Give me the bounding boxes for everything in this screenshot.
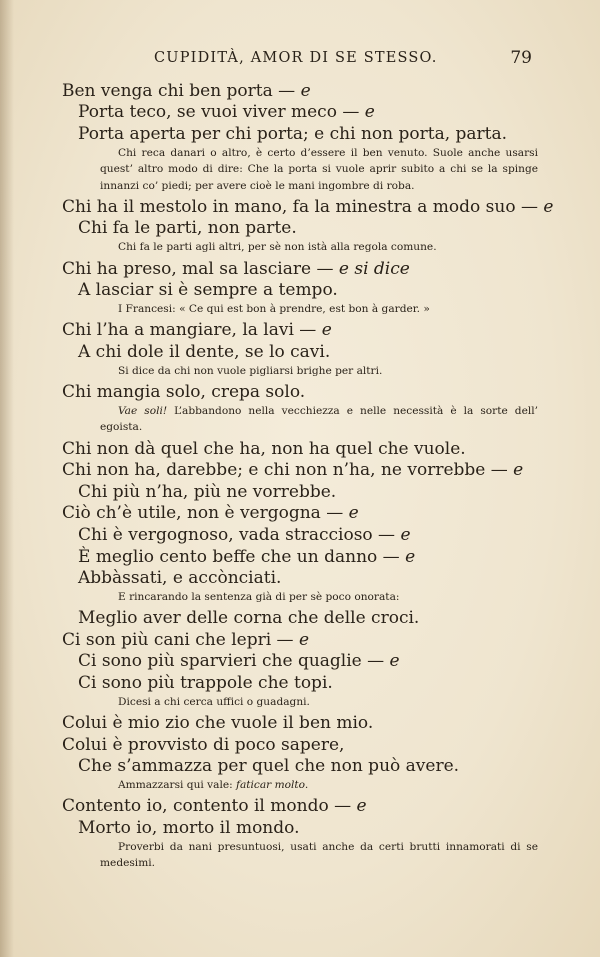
line-text: Chi ha il mestolo in mano, fa la minestra a modo suo — — [62, 196, 544, 217]
proverb-line — [62, 341, 538, 362]
proverb-line — [62, 546, 538, 567]
proverb-line — [62, 282, 538, 299]
italic-connector: e si dice — [338, 258, 410, 279]
line-text: Abbàssati, e accònciati. — [78, 568, 282, 589]
italic-connector: e — [298, 629, 310, 650]
line-text: Morto io, morto il mondo. — [78, 817, 300, 838]
proverb-line — [62, 715, 538, 732]
line-text: A chi dole il dente, se lo cavi. — [78, 341, 331, 362]
page-header — [62, 48, 532, 74]
proverb-line — [62, 653, 538, 670]
line-text: Ben venga chi ben porta — — [62, 80, 301, 101]
line-text: Chi mangia solo, crepa solo. — [62, 381, 306, 402]
proverb-line — [62, 80, 538, 101]
proverb-line — [62, 734, 538, 755]
line-text: Chi è vergognoso, vada straccioso — — [78, 524, 401, 545]
italic-connector: e — [356, 796, 367, 817]
line-text: Si dice da chi non vuole pigliarsi brighe per altri. — [118, 364, 383, 377]
italic-connector: e — [513, 460, 524, 481]
proverb-line — [62, 798, 538, 815]
line-text: È meglio cento beffe che un danno — — [78, 546, 406, 567]
italic-connector: e — [348, 503, 359, 524]
line-text: L’abbandono nella vecchiezza e nelle necessità è la sorte dell’ egoista. — [100, 404, 538, 434]
commentary-note — [62, 694, 538, 711]
italic-tail: faticar molto. — [236, 779, 309, 792]
proverb-line — [62, 524, 538, 545]
commentary-note — [62, 301, 538, 318]
commentary-note — [62, 839, 538, 872]
commentary-note — [62, 589, 538, 606]
proverb-line — [62, 196, 554, 217]
line-text: Che s’ammazza per quel che non può avere. — [78, 756, 460, 777]
line-text: Chi non dà quel che ha, non ha quel che vuole. — [62, 438, 466, 459]
proverb-line — [62, 629, 538, 650]
page-body — [62, 78, 554, 872]
line-text: Colui è provvisto di poco sapere, — [62, 734, 345, 755]
italic-lead: Vae soli! — [118, 404, 168, 417]
proverb-line — [62, 258, 538, 279]
italic-connector: e — [300, 80, 311, 101]
line-text: Chi non ha, darebbe; e chi non n’ha, ne vorrebbe — — [62, 460, 514, 481]
line-text: Ci sono più trappole che topi. — [78, 672, 333, 693]
line-text: Contento io, contento il mondo — — [62, 796, 357, 817]
proverb-line — [62, 817, 538, 838]
proverb-line — [62, 610, 538, 627]
line-text: Chi fa le parti agli altri, per sè non istà alla regola comune. — [118, 241, 437, 254]
commentary-note — [62, 403, 538, 436]
proverb-line — [62, 481, 538, 502]
line-text: E rincarando la sentenza già di per sè poco onorata: — [118, 591, 400, 604]
line-text: I Francesi: « Ce qui est bon à prendre, est bon à garder. » — [118, 303, 430, 316]
proverb-line — [62, 322, 538, 339]
page-number: 79 — [510, 48, 532, 68]
line-text: Porta aperta per chi porta; e chi non porta, parta. — [78, 123, 508, 144]
line-text: Colui è mio zio che vuole il ben mio. — [62, 713, 374, 734]
line-text: Ammazzarsi qui vale: — [118, 779, 237, 792]
line-text: Meglio aver delle corna che delle croci. — [78, 608, 420, 629]
italic-connector: e — [364, 102, 375, 123]
line-text: Chi più n’ha, più ne vorrebbe. — [78, 481, 337, 502]
proverb-line — [62, 438, 538, 459]
commentary-note — [62, 363, 538, 380]
proverb-line — [62, 505, 538, 522]
line-text: Chi ha preso, mal sa lasciare — — [62, 258, 339, 279]
italic-connector: e — [405, 546, 416, 567]
line-text: Chi reca danari o altro, è certo d’essere il ben venuto. Suole anche usarsi quest’ altro modo di dire: Che la porta si vuole aprir subito a chi se la spinge innanzi co’ piedi; per avere cioè le mani ingombre di roba. — [100, 146, 538, 192]
running-title: CUPIDITÀ, AMOR DI SE STESSO. — [154, 50, 438, 66]
proverb-line — [62, 462, 538, 479]
proverb-line — [62, 381, 538, 402]
commentary-note — [62, 239, 538, 256]
line-text: Chi fa le parti, non parte. — [78, 218, 297, 239]
italic-connector: e — [321, 320, 332, 341]
line-text: A lasciar si è sempre a tempo. — [78, 280, 338, 301]
spine-shadow — [0, 0, 14, 957]
italic-connector: e — [543, 196, 554, 217]
line-text: Ciò ch’è utile, non è vergogna — — [62, 503, 349, 524]
proverb-line — [62, 570, 538, 587]
proverb-line — [62, 758, 538, 775]
line-text: Ci son più cani che lepri — — [62, 629, 299, 650]
line-text: Proverbi da nani presuntuosi, usati anche da certi brutti innamorati di se medesimi. — [100, 840, 538, 870]
commentary-note — [62, 145, 538, 195]
line-text: Chi l’ha a mangiare, la lavi — — [62, 320, 322, 341]
line-text: Ci sono più sparvieri che quaglie — — [78, 651, 390, 672]
proverb-line — [62, 123, 538, 144]
line-text: Porta teco, se vuoi viver meco — — [78, 102, 365, 123]
proverb-line — [62, 672, 538, 693]
italic-connector: e — [389, 651, 400, 672]
commentary-note — [62, 777, 538, 794]
proverb-line — [62, 104, 538, 121]
proverb-line — [62, 220, 538, 237]
italic-connector: e — [400, 524, 411, 545]
line-text: Dicesi a chi cerca uffici o guadagni. — [118, 695, 310, 708]
